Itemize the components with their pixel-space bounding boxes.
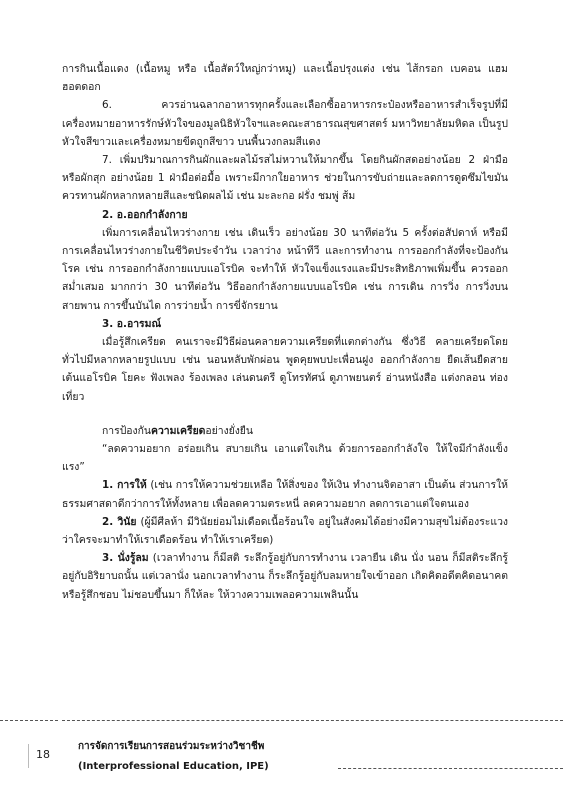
- paragraph: การกินเนื้อแดง (เนื้อหมู หรือ เนื้อสัตว์ใหญ่กว่าหมู) และเนื้อปรุงแต่ง เช่น ไส้กรอก เบคอน แฮม ฮอตดอก: [62, 63, 508, 94]
- footer-title: การจัดการเรียนการสอนร่วมระหว่างวิชาชีพ: [78, 741, 265, 752]
- paragraph-gap: [62, 406, 508, 422]
- page-number: 18: [36, 748, 50, 761]
- text-run: การป้องกัน: [102, 424, 152, 437]
- list-item: [62, 476, 508, 512]
- text-run: (ผู้มีศีลห้า มีวินัยย่อมไม่เดือดเนื้อร้อนใจ อยู่ในสังคมได้อย่างมีความสุขไม่ต้องระแวงว่าใครจะมาทำให้เราเดือดร้อน ทำให้เราเครียด): [62, 515, 508, 547]
- section-heading: 3. อ.อารมณ์: [102, 317, 162, 330]
- footer-divider: [62, 720, 563, 721]
- bold-run: 1. การให้: [102, 479, 147, 492]
- list-item: [62, 513, 508, 549]
- subheading-paragraph: [62, 422, 508, 440]
- text-run: อย่างยั่งยืน: [205, 424, 253, 437]
- footer-subtitle: (Interprofessional Education, IPE): [78, 761, 269, 772]
- section-heading: 2. อ.ออกกำลังกาย: [102, 208, 188, 221]
- paragraph: เมื่อรู้สึกเครียด คนเราจะมีวิธีผ่อนคลายความเครียดที่แตกต่างกัน ซึ่งวิธี คลายเครียดโดยทั่วไปมีหลากหลายรูปแบบ เช่น นอนหลับพักผ่อน พูดคุยพบปะเพื่อนฝูง ออกกำลังกาย ยืดเส้นยืดสาย เต้นแอโรบิค โยคะ ฟังเพลง ร้องเพลง เล่นดนตรี ดูโทรทัศน์ ดูภาพยนตร์ อ่านหนังสือ แต่งกลอน ท่องเที่ยว: [62, 336, 508, 403]
- bold-run: ความเครียด: [151, 424, 206, 437]
- footer-divider: [0, 720, 58, 721]
- paragraph: 7. เพิ่มปริมาณการกินผักและผลไม้รสไม่หวานให้มากขึ้น โดยกินผักสดอย่างน้อย 2 ฝ่ามือ หรือผักสุก อย่างน้อย 1 ฝ่ามือต่อมื้อ เพราะมีกากใยอาหาร ช่วยในการขับถ่ายและลดการดูดซึมไขมัน ควรทานผักหลากหลายสีและชนิดผลไม้ เช่น มะละกอ ฝรั่ง ชมพู่ ส้ม: [62, 154, 508, 203]
- bold-run: 3. นั่งรู้ลม: [102, 552, 149, 565]
- quote-paragraph: “ลดความอยาก อร่อยเกิน สบายเกิน เอาแต่ใจเกิน ด้วยการออกกำลังใจ ให้ใจมีกำลังแข็งแรง”: [62, 443, 508, 474]
- footer-bottom-rule: [338, 768, 563, 769]
- text-run: (เช่น การให้ความช่วยเหลือ ให้สิ่งของ ให้เงิน ทำงานจิตอาสา เป็นต้น ส่วนการให้ธรรมศาสดาดีกว่าการให้ทั้งหลาย เพื่อลดความตระหนี่ ลดความอยาก ลดการเอาแต่ใจตนเอง: [62, 479, 508, 510]
- list-item: [62, 549, 508, 604]
- document-body: [62, 60, 508, 604]
- text-run: (เวลาทำงาน ก็มีสติ ระลึกรู้อยู่กับการทำงาน เวลายืน เดิน นั่ง นอน ก็มีสติระลึกรู้อยู่กับอิริยาบถนั้น แต่เวลานั่ง นอกเวลาทำงาน ก็ระลึกรู้อยู่กับลมหายใจเข้าออก เกิดคิดอดีตคิดอนาคตหรือรู้สึกชอบ ไม่ชอบขึ้นมา ก็ให้ละ ให้วางความเพลอความเพลินนั้น: [62, 552, 508, 601]
- paragraph: 6. ควรอ่านฉลากอาหารทุกครั้งและเลือกซื้ออาหารกระป๋องหรืออาหารสำเร็จรูปที่มีเครื่องหมายอาหารรักษ์หัวใจของมูลนิธิหัวใจฯและคณะสาธารณสุขศาสตร์ มหาวิทยาลัยมหิดล เป็นรูปหัวใจสีขาวและเครื่องหมายขีดถูกสีขาว บนพื้นวงกลมสีแดง: [62, 99, 508, 148]
- bold-run: 2. วินัย: [102, 515, 137, 528]
- paragraph: เพิ่มการเคลื่อนไหวร่างกาย เช่น เดินเร็ว อย่างน้อย 30 นาทีต่อวัน 5 ครั้งต่อสัปดาห์ หรือมีการเคลื่อนไหวร่างกายในชีวิตประจำวัน เวลาว่าง หน้าทีวี และการทำงาน การออกกำลังที่จะป้องกันโรค เช่น การออกกำลังกายแบบแอโรบิค จะทำให้ หัวใจแข็งแรงและมีประสิทธิภาพเพิ่มขึ้น ควรออกสม่ำเสมอ มากกว่า 30 นาทีต่อวัน วิธีออกกำลังกายแบบแอโรบิค เช่น การเดิน การวิ่ง การวิ่งบนสายพาน การขึ้นบันได การว่ายน้ำ การขี่จักรยาน: [62, 226, 508, 312]
